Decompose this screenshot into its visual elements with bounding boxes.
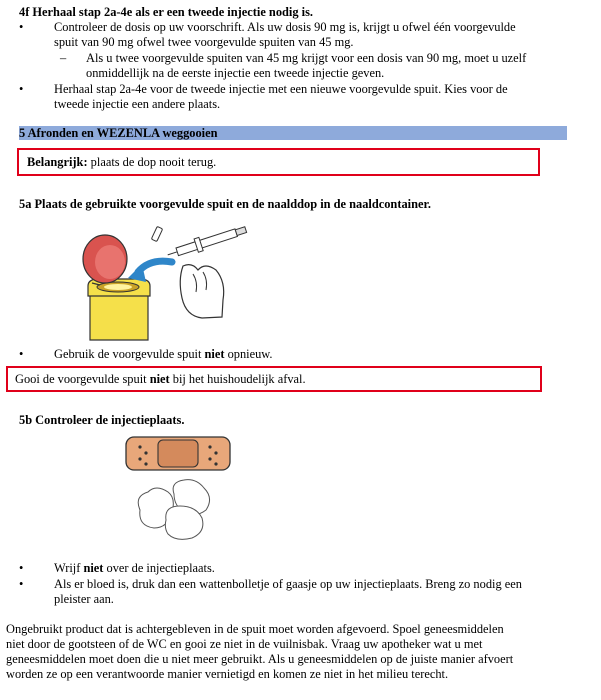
bullet-symbol: • (19, 82, 24, 96)
disposal-warning-post: bij het huishoudelijk afval. (169, 372, 306, 386)
step-5b-bullet-1 (54, 561, 215, 576)
step-5b-title: 5b Controleer de injectieplaats. (19, 413, 185, 427)
step-5b-bullet-1-post: over de injectieplaats. (103, 561, 215, 575)
step-5b-bullet-2-line-1: Als er bloed is, druk dan een wattenbolletje of gaasje op uw injectieplaats. Breng zo nodig een (54, 577, 522, 591)
important-text: plaats de dop nooit terug. (87, 155, 217, 169)
disposal-warning-bold: niet (149, 372, 170, 386)
disposal-warning-text (15, 372, 306, 387)
step-4f-bullet-2-line-1: Herhaal stap 2a-4e voor de tweede injectie met een nieuwe voorgevulde spuit. Kies voor de (54, 82, 508, 96)
step-4f-sub-line-2: onmiddellijk na de eerste injectie een tweede injectie geven. (86, 66, 385, 80)
important-warning-text (27, 155, 216, 170)
step-4f-bullet-1-line-2: spuit van 90 mg ofwel twee voorgevulde spuiten van 45 mg. (54, 35, 354, 49)
step-5a-bullet-post: opnieuw. (224, 347, 273, 361)
bullet-symbol: • (19, 20, 24, 34)
step-5a-bullet-pre: Gebruik de voorgevulde spuit (54, 347, 205, 361)
footer-line-4: worden ze op een verantwoorde manier vernietigd en komen ze niet in het milieu terecht. (6, 667, 449, 681)
footer-line-3: geneesmiddelen moet doen die u niet meer gebruikt. Als u geneesmiddelen op de juiste manier afvoert (6, 652, 514, 666)
step-4f-title: 4f Herhaal stap 2a-4e als er een tweede injectie nodig is. (19, 5, 313, 19)
footer-line-2: niet door de gootsteen of de WC en gooi ze niet in de vuilnisbak. Vraag uw apotheker wat u met (6, 637, 483, 651)
dash-symbol: – (60, 51, 67, 65)
bullet-symbol: • (19, 347, 24, 361)
step-5b-bullet-1-bold: niet (83, 561, 104, 575)
step-4f-bullet-1-line-1: Controleer de dosis op uw voorschrift. Als uw dosis 90 mg is, krijgt u ofwel één voorgevulde (54, 20, 516, 34)
bullet-symbol: • (19, 577, 24, 591)
step-5b-bullet-2-line-2: pleister aan. (54, 592, 114, 606)
important-label: Belangrijk: (27, 155, 88, 169)
disposal-warning-pre: Gooi de voorgevulde spuit (15, 372, 150, 386)
section-5-title: 5 Afronden en WEZENLA weggooien (19, 126, 218, 140)
footer-line-1: Ongebruikt product dat is achtergebleven in de spuit moet worden afgevoerd. Spoel geneesmiddelen (6, 622, 504, 636)
step-5b-bullet-1-pre: Wrijf (54, 561, 84, 575)
step-4f-sub-line-1: Als u twee voorgevulde spuiten van 45 mg krijgt voor een dosis van 90 mg, moet u uzelf (86, 51, 527, 65)
step-4f-bullet-2-line-2: tweede injectie een andere plaats. (54, 97, 221, 111)
bullet-symbol: • (19, 561, 24, 575)
step-5a-title: 5a Plaats de gebruikte voorgevulde spuit en de naalddop in de naaldcontainer. (19, 197, 431, 211)
step-5a-bullet (54, 347, 273, 362)
step-5a-bullet-bold: niet (204, 347, 225, 361)
